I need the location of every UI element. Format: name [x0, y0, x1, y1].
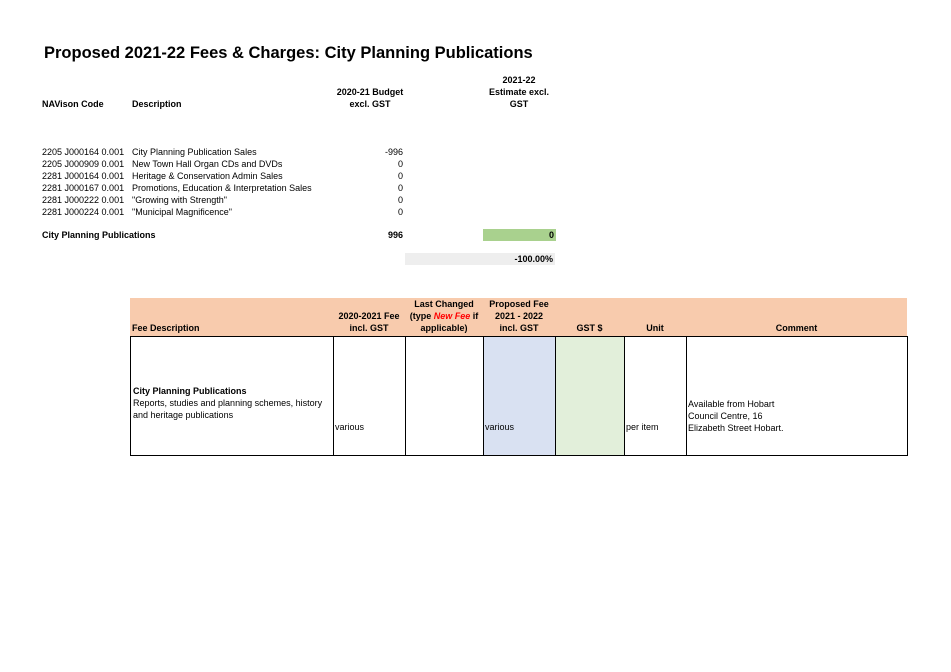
header-fee-2020-line1: 2020-2021 Fee	[338, 311, 400, 321]
header-gst: GST $	[576, 323, 603, 333]
header-budget-line1: 2020-21 Budget	[336, 87, 404, 97]
fee-detail-line2: and heritage publications	[133, 410, 234, 420]
header-new-fee-text: New Fee	[433, 311, 471, 321]
fee-table-header	[130, 298, 907, 336]
row-budget: 0	[397, 207, 403, 217]
fee-description-text	[133, 385, 333, 421]
row-description: City Planning Publication Sales	[132, 147, 257, 157]
header-estimate-line1: 2021-22	[502, 75, 536, 85]
total-estimate-cell	[483, 229, 556, 241]
header-last-changed-line3: applicable)	[420, 323, 468, 333]
comment-line3: Elizabeth Street Hobart.	[688, 423, 784, 433]
row-budget: -996	[384, 147, 403, 157]
header-proposed-line2: 2021 - 2022	[494, 311, 544, 321]
header-comment: Comment	[775, 323, 818, 333]
comment-text	[688, 398, 784, 434]
cell-fee-description	[131, 337, 334, 455]
cell-proposed-fee	[484, 337, 556, 455]
fee-name: City Planning Publications	[133, 386, 247, 396]
row-description: Promotions, Education & Interpretation Sales	[132, 183, 312, 193]
header-last-changed-line2	[405, 310, 483, 322]
fee-2020-value: various	[335, 422, 365, 432]
header-unit: Unit	[646, 323, 664, 333]
comment-line1: Available from Hobart	[688, 399, 775, 409]
fee-detail-line1: Reports, studies and planning schemes, history	[133, 398, 323, 408]
header-fee-description: Fee Description	[132, 323, 200, 333]
header-last-changed-post: if	[470, 311, 479, 321]
row-code: 2205 J000909 0.001	[42, 159, 125, 169]
total-label: City Planning Publications	[42, 230, 156, 240]
unit-value: per item	[626, 422, 659, 432]
row-budget: 0	[397, 171, 403, 181]
cell-unit	[625, 337, 687, 455]
row-description: "Municipal Magnificence"	[132, 207, 232, 217]
header-navison-code: NAVison Code	[42, 99, 104, 109]
row-code: 2205 J000164 0.001	[42, 147, 125, 157]
header-description: Description	[132, 99, 182, 109]
proposed-fee-value: various	[485, 422, 515, 432]
header-estimate-line2: Estimate excl.	[488, 87, 550, 97]
row-code: 2281 J000224 0.001	[42, 207, 125, 217]
comment-line2: Council Centre, 16	[688, 411, 763, 421]
total-budget: 996	[387, 230, 403, 240]
row-description: Heritage & Conservation Admin Sales	[132, 171, 283, 181]
header-last-changed-line1: Last Changed	[414, 299, 474, 309]
cell-fee-2020	[334, 337, 406, 455]
header-estimate	[478, 74, 560, 110]
row-budget: 0	[397, 183, 403, 193]
header-proposed-line3: incl. GST	[499, 323, 539, 333]
cell-last-changed	[406, 337, 484, 455]
row-code: 2281 J000222 0.001	[42, 195, 125, 205]
change-percent: -100.00%	[514, 254, 553, 264]
header-budget-line2: excl. GST	[349, 99, 391, 109]
header-fee-2020	[333, 310, 405, 334]
fee-table-row	[130, 336, 908, 456]
header-proposed-fee	[483, 298, 555, 334]
page-title: Proposed 2021-22 Fees & Charges: City Planning Publications	[44, 44, 533, 62]
cell-comment	[687, 337, 907, 455]
header-estimate-line3: GST	[509, 99, 529, 109]
row-description: "Growing with Strength"	[132, 195, 227, 205]
header-last-changed	[405, 298, 483, 334]
header-fee-2020-line2: incl. GST	[349, 323, 389, 333]
row-code: 2281 J000164 0.001	[42, 171, 125, 181]
header-budget	[330, 86, 410, 110]
change-cell	[405, 253, 555, 265]
row-budget: 0	[397, 159, 403, 169]
row-code: 2281 J000167 0.001	[42, 183, 125, 193]
row-description: New Town Hall Organ CDs and DVDs	[132, 159, 283, 169]
total-estimate: 0	[548, 230, 554, 240]
row-budget: 0	[397, 195, 403, 205]
header-proposed-line1: Proposed Fee	[489, 299, 549, 309]
header-last-changed-pre: (type	[409, 311, 434, 321]
cell-gst	[556, 337, 625, 455]
